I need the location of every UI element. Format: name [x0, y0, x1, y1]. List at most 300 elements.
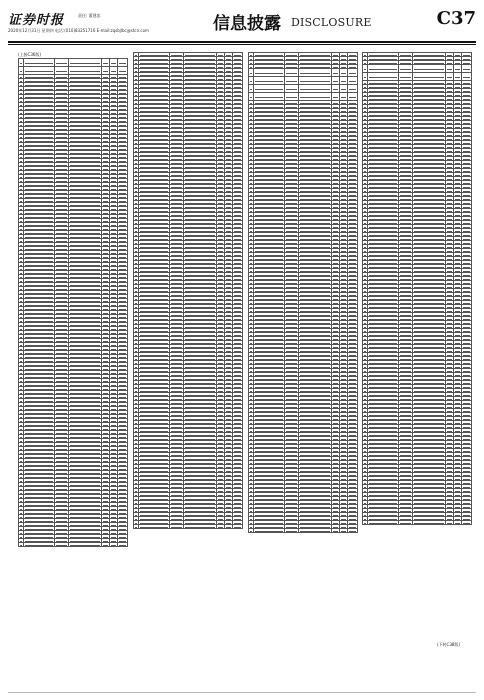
cell-text — [250, 147, 252, 148]
cell-text — [333, 279, 338, 280]
cell-text — [119, 269, 126, 270]
cell-text — [103, 125, 108, 126]
cell-text — [20, 113, 22, 114]
cell-text — [333, 147, 338, 148]
cell-text — [333, 235, 338, 236]
cell-text — [333, 119, 338, 120]
cell-text — [20, 277, 22, 278]
cell-text — [286, 383, 297, 384]
cell-text — [255, 103, 283, 104]
cell-text — [119, 181, 126, 182]
table-cell — [284, 77, 298, 85]
cell-text — [226, 219, 231, 220]
cell-text — [20, 501, 22, 502]
cell-text — [255, 89, 283, 90]
cell-text — [171, 199, 182, 200]
cell-text — [185, 447, 216, 448]
cell-text — [333, 339, 338, 340]
cell-text — [255, 399, 283, 400]
cell-text — [140, 139, 168, 140]
cell-text — [226, 511, 231, 512]
cell-text — [218, 239, 223, 240]
cell-text — [25, 221, 53, 222]
cell-text — [218, 99, 223, 100]
cell-text — [135, 307, 137, 308]
cell-text — [234, 71, 241, 72]
cell-text — [140, 419, 168, 420]
cell-text — [135, 339, 137, 340]
cell-text — [300, 199, 331, 200]
cell-text — [286, 179, 297, 180]
cell-text — [103, 349, 108, 350]
cell-text — [25, 153, 53, 154]
cell-text — [135, 275, 137, 276]
cell-text — [56, 357, 67, 358]
cell-text — [286, 199, 297, 200]
cell-text — [135, 119, 137, 120]
cell-text — [349, 199, 356, 200]
cell-text — [333, 131, 338, 132]
cell-text — [226, 275, 231, 276]
cell-text — [234, 59, 241, 60]
cell-text — [250, 59, 252, 60]
cell-text — [70, 213, 101, 214]
cell-text — [135, 107, 137, 108]
cell-text — [286, 331, 297, 332]
cell-text — [135, 451, 137, 452]
cell-text — [171, 279, 182, 280]
cell-text — [56, 181, 67, 182]
cell-text — [70, 533, 101, 534]
cell-text — [226, 227, 231, 228]
cell-text — [286, 175, 297, 176]
cell-text — [135, 255, 137, 256]
cell-text — [234, 463, 241, 464]
cell-text — [70, 317, 101, 318]
cell-text — [185, 347, 216, 348]
cell-text — [111, 485, 116, 486]
cell-text — [333, 371, 338, 372]
cell-text — [286, 387, 297, 388]
cell-text — [286, 327, 297, 328]
cell-text — [286, 63, 297, 64]
cell-text — [286, 367, 297, 368]
cell-text — [171, 331, 182, 332]
table-cell — [102, 543, 110, 547]
cell-text — [218, 283, 223, 284]
cell-text — [300, 279, 331, 280]
cell-text — [140, 275, 168, 276]
cell-text — [119, 393, 126, 394]
cell-text — [349, 55, 356, 56]
cell-text — [56, 237, 67, 238]
cell-text — [349, 335, 356, 336]
cell-text — [286, 339, 297, 340]
cell-text — [25, 145, 53, 146]
cell-text — [333, 347, 338, 348]
cell-text — [349, 73, 356, 74]
cell-text — [226, 191, 231, 192]
cell-text — [185, 227, 216, 228]
cell-text — [286, 315, 297, 316]
cell-text — [171, 335, 182, 336]
cell-text — [56, 265, 67, 266]
cell-text — [234, 391, 241, 392]
cell-text — [135, 491, 137, 492]
cell-text — [135, 271, 137, 272]
cell-text — [103, 213, 108, 214]
cell-text — [56, 249, 67, 250]
cell-text — [135, 391, 137, 392]
cell-text — [25, 481, 53, 482]
cell-text — [333, 187, 338, 188]
cell-text — [140, 135, 168, 136]
cell-text — [135, 127, 137, 128]
cell-text — [255, 335, 283, 336]
cell-text — [70, 269, 101, 270]
cell-text — [333, 251, 338, 252]
cell-text — [250, 163, 252, 164]
cell-text — [119, 121, 126, 122]
cell-text — [255, 131, 283, 132]
cell-text — [20, 233, 22, 234]
cell-text — [185, 399, 216, 400]
table-cell — [348, 69, 358, 77]
cell-text — [25, 185, 53, 186]
cell-text — [300, 363, 331, 364]
masthead — [8, 6, 476, 40]
cell-text — [171, 383, 182, 384]
cell-text — [111, 257, 116, 258]
cell-text — [218, 359, 223, 360]
cell-text — [185, 307, 216, 308]
cell-text — [218, 203, 223, 204]
cell-text — [226, 427, 231, 428]
cell-text — [70, 513, 101, 514]
cell-text — [171, 407, 182, 408]
cell-text — [226, 355, 231, 356]
cell-text — [56, 81, 67, 82]
cell-text — [111, 493, 116, 494]
table-cell — [54, 59, 68, 67]
cell-text — [341, 223, 346, 224]
cell-text — [135, 319, 137, 320]
cell-text — [140, 379, 168, 380]
cell-text — [286, 97, 297, 98]
cell-text — [119, 329, 126, 330]
cell-text — [349, 147, 356, 148]
cell-text — [135, 331, 137, 332]
cell-text — [185, 455, 216, 456]
cell-text — [70, 225, 101, 226]
cell-text — [218, 443, 223, 444]
cell-text — [111, 337, 116, 338]
cell-text — [140, 359, 168, 360]
cell-text — [341, 339, 346, 340]
cell-text — [218, 255, 223, 256]
cell-text — [185, 103, 216, 104]
cell-text — [333, 219, 338, 220]
table-row — [249, 85, 358, 93]
cell-text — [103, 293, 108, 294]
cell-text — [349, 207, 356, 208]
cell-text — [111, 137, 116, 138]
cell-text — [234, 451, 241, 452]
cell-text — [226, 399, 231, 400]
cell-text — [135, 251, 137, 252]
cell-text — [333, 431, 338, 432]
cell-text — [226, 455, 231, 456]
cell-text — [70, 101, 101, 102]
cell-text — [119, 149, 126, 150]
cell-text — [56, 401, 67, 402]
cell-text — [218, 311, 223, 312]
cell-text — [20, 245, 22, 246]
cell-text — [70, 169, 101, 170]
cell-text — [218, 247, 223, 248]
cell-text — [20, 429, 22, 430]
cell-text — [103, 169, 108, 170]
cell-text — [341, 319, 346, 320]
cell-text — [171, 255, 182, 256]
cell-text — [349, 191, 356, 192]
cell-text — [25, 89, 53, 90]
cell-text — [185, 495, 216, 496]
cell-text — [135, 147, 137, 148]
cell-text — [218, 167, 223, 168]
cell-text — [140, 183, 168, 184]
cell-text — [56, 537, 67, 538]
cell-text — [135, 455, 137, 456]
cell-text — [119, 413, 126, 414]
cell-text — [56, 289, 67, 290]
cell-text — [185, 55, 216, 56]
cell-text — [111, 97, 116, 98]
cell-text — [226, 183, 231, 184]
cell-text — [300, 335, 331, 336]
cell-text — [341, 323, 346, 324]
cell-text — [111, 273, 116, 274]
cell-text — [255, 191, 283, 192]
cell-text — [171, 339, 182, 340]
cell-text — [234, 155, 241, 156]
cell-text — [135, 91, 137, 92]
cell-text — [103, 189, 108, 190]
cell-text — [111, 461, 116, 462]
cell-text — [185, 171, 216, 172]
cell-text — [111, 433, 116, 434]
cell-text — [250, 247, 252, 248]
cell-text — [349, 367, 356, 368]
cell-text — [171, 203, 182, 204]
cell-text — [250, 195, 252, 196]
cell-text — [56, 517, 67, 518]
cell-text — [70, 133, 101, 134]
cell-text — [111, 325, 116, 326]
cell-text — [250, 111, 252, 112]
cell-text — [349, 139, 356, 140]
cell-text — [250, 251, 252, 252]
cell-text — [250, 175, 252, 176]
cell-text — [111, 533, 116, 534]
cell-text — [333, 67, 338, 68]
cell-text — [103, 71, 108, 72]
cell-text — [185, 187, 216, 188]
cell-text — [103, 129, 108, 130]
cell-text — [234, 215, 241, 216]
cell-text — [226, 423, 231, 424]
cell-text — [218, 523, 223, 524]
cell-text — [70, 321, 101, 322]
cell-text — [103, 241, 108, 242]
cell-text — [255, 147, 283, 148]
cell-text — [185, 403, 216, 404]
cell-text — [250, 187, 252, 188]
cell-text — [111, 241, 116, 242]
cell-text — [234, 67, 241, 68]
cell-text — [250, 63, 252, 64]
cell-text — [171, 375, 182, 376]
cell-text — [70, 313, 101, 314]
cell-text — [119, 205, 126, 206]
cell-text — [226, 103, 231, 104]
cell-text — [218, 399, 223, 400]
cell-text — [286, 291, 297, 292]
cell-text — [119, 261, 126, 262]
cell-text — [300, 163, 331, 164]
cell-text — [56, 461, 67, 462]
cell-text — [56, 501, 67, 502]
cell-text — [234, 467, 241, 468]
cell-text — [135, 59, 137, 60]
cell-text — [70, 249, 101, 250]
cell-text — [20, 297, 22, 298]
cell-text — [185, 463, 216, 464]
cell-text — [300, 97, 331, 98]
cell-text — [171, 467, 182, 468]
cell-text — [185, 159, 216, 160]
cell-text — [140, 207, 168, 208]
cell-text — [119, 537, 126, 538]
cell-text — [234, 279, 241, 280]
cell-text — [349, 379, 356, 380]
cell-text — [140, 55, 168, 56]
cell-text — [333, 203, 338, 204]
cell-text — [70, 369, 101, 370]
cell-text — [226, 163, 231, 164]
cell-text — [25, 213, 53, 214]
cell-text — [185, 263, 216, 264]
cell-text — [250, 411, 252, 412]
cell-text — [171, 495, 182, 496]
cell-text — [119, 545, 126, 546]
cell-text — [171, 71, 182, 72]
cell-text — [218, 155, 223, 156]
cell-text — [226, 119, 231, 120]
cell-text — [25, 201, 53, 202]
cell-text — [103, 133, 108, 134]
cell-text — [300, 89, 331, 90]
cell-text — [111, 125, 116, 126]
cell-text — [255, 247, 283, 248]
cell-text — [300, 255, 331, 256]
cell-text — [341, 219, 346, 220]
cell-text — [250, 199, 252, 200]
cell-text — [171, 483, 182, 484]
cell-text — [70, 297, 101, 298]
cell-text — [250, 97, 252, 98]
cell-text — [218, 143, 223, 144]
cell-text — [20, 417, 22, 418]
cell-text — [171, 511, 182, 512]
cell-text — [103, 165, 108, 166]
cell-text — [70, 165, 101, 166]
cell-text — [286, 255, 297, 256]
cell-text — [20, 237, 22, 238]
cell-text — [349, 331, 356, 332]
cell-text — [226, 215, 231, 216]
cell-text — [25, 377, 53, 378]
cell-text — [70, 181, 101, 182]
cell-text — [218, 339, 223, 340]
cell-text — [20, 201, 22, 202]
cell-text — [300, 427, 331, 428]
cell-text — [25, 157, 53, 158]
cell-text — [234, 123, 241, 124]
cell-text — [119, 529, 126, 530]
cell-text — [111, 329, 116, 330]
cell-text — [25, 121, 53, 122]
cell-text — [20, 353, 22, 354]
cell-text — [234, 415, 241, 416]
cell-text — [20, 373, 22, 374]
table-cell — [340, 93, 348, 101]
cell-text — [349, 295, 356, 296]
cell-text — [25, 353, 53, 354]
cell-text — [56, 205, 67, 206]
cell-text — [135, 215, 137, 216]
cell-text — [20, 437, 22, 438]
cell-text — [20, 413, 22, 414]
cell-text — [171, 527, 182, 528]
cell-text — [300, 239, 331, 240]
cell-text — [218, 291, 223, 292]
cell-text — [135, 479, 137, 480]
cell-text — [56, 405, 67, 406]
cell-text — [234, 167, 241, 168]
cell-text — [119, 341, 126, 342]
cell-text — [300, 311, 331, 312]
cell-text — [111, 349, 116, 350]
cell-text — [140, 67, 168, 68]
cell-text — [171, 115, 182, 116]
cell-text — [103, 97, 108, 98]
cell-text — [135, 203, 137, 204]
cell-text — [25, 273, 53, 274]
cell-text — [333, 199, 338, 200]
cell-text — [185, 303, 216, 304]
cell-text — [349, 411, 356, 412]
cell-text — [70, 233, 101, 234]
cell-text — [226, 335, 231, 336]
cell-text — [333, 303, 338, 304]
cell-text — [333, 415, 338, 416]
cell-text — [135, 123, 137, 124]
cell-text — [250, 243, 252, 244]
cell-text — [70, 405, 101, 406]
cell-text — [171, 275, 182, 276]
cell-text — [255, 395, 283, 396]
